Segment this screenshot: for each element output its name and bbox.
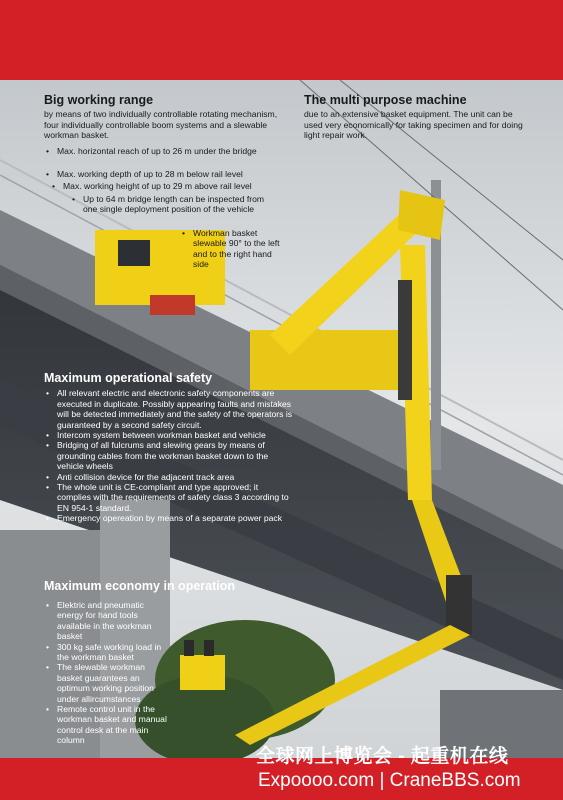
footer-chinese-text: 全球网上博览会 - 起重机在线 [256, 746, 509, 767]
list-item: • Max. working depth of up to 28 m below rail level [44, 169, 284, 179]
safety-section [44, 373, 294, 524]
list-item: • Bridging of all fulcrums and slewing gears by means of grounding cables from the workman basket down to the vehicle wheels [44, 440, 294, 471]
footer-website-text: Expoooo.com | CraneBBS.com [258, 770, 521, 791]
working-range-item-3 [50, 181, 290, 191]
working-range-item-2 [44, 169, 284, 179]
list-item: • Anti collision device for the adjacent track area [44, 472, 294, 482]
list-item: • The whole unit is CE-compliant and type approved; it complies with the requirements of safety class 3 according to EN 954-1 standard. [44, 482, 294, 513]
list-item: • All relevant electric and electronic safety components are executed in duplicate. Possibly appearing faults and mistakes will be detected immediately and the safety of the operators is guaranteed by a second safety circuit. [44, 388, 294, 430]
list-item: • Emergency opereation by means of a separate power pack [44, 513, 294, 523]
list-item: • Intercom system between workman basket and vehicle [44, 430, 294, 440]
multi-purpose-text: due to an extensive basket equipment. The unit can be used very economically for taking specimen and for doing light repair work. [304, 109, 523, 141]
economy-section [44, 581, 264, 591]
list-item: • Remote control unit in the workman basket and manual control desk at the main column [44, 704, 169, 746]
working-range-title: Big working range [44, 93, 154, 107]
list-item: • Up to 64 m bridge length can be inspected from one single deployment position of the vehicle [70, 194, 270, 215]
working-range-section [44, 95, 282, 141]
working-range-item-4 [70, 194, 270, 215]
multi-purpose-section [304, 95, 530, 141]
list-item: • Max. horizontal reach of up to 26 m under the bridge [44, 146, 259, 156]
working-range-item-5 [180, 228, 282, 270]
top-red-band [0, 0, 563, 80]
list-item: • Max. working height of up to 29 m above rail level [50, 181, 290, 191]
list-item: • The slewable workman basket guarantees an optimum working position under allircumstances [44, 662, 169, 704]
economy-list [44, 600, 169, 746]
safety-list [44, 388, 294, 523]
economy-title: Maximum economy in operation [44, 579, 236, 593]
working-range-intro: by means of two individually controllable rotating mechanism, four individually controllable boom systems and a slewable workman basket. [44, 109, 278, 141]
list-item: • Workman basket slewable 90° to the left and to the right hand side [180, 228, 282, 270]
working-range-item-1 [44, 146, 259, 156]
multi-purpose-title: The multi purpose machine [304, 93, 467, 107]
economy-list-wrap [44, 600, 169, 746]
safety-title: Maximum operational safety [44, 371, 213, 385]
list-item: • 300 kg safe working load in the workman basket [44, 642, 169, 663]
list-item: • Elektric and pneumatic energy for hand tools available in the workman basket [44, 600, 169, 642]
